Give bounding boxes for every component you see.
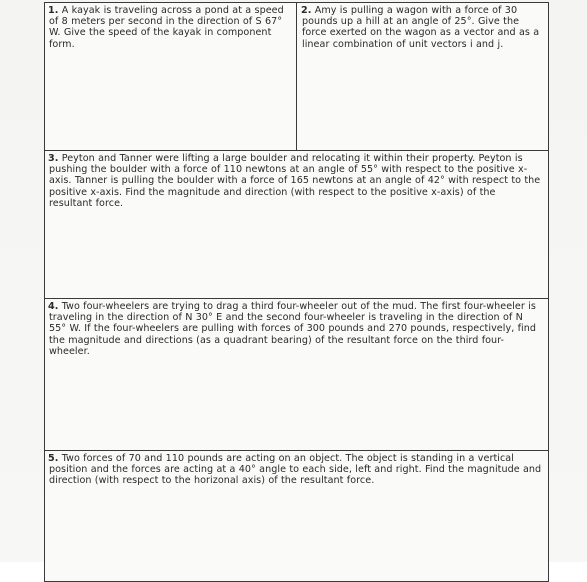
problem-5-body: Two forces of 70 and 110 pounds are acting on an object. The object is standing in a vertical position and the forces are acting at a 40° angle to each side, left and right. Find the magnitude and direction (with respect to the horizonal axis) of the resultant force. [49, 453, 542, 487]
problem-3-cell [45, 151, 548, 299]
problem-2-text [297, 3, 548, 50]
problem-1-number: 1. [48, 5, 59, 16]
problem-5-text [45, 451, 548, 487]
problem-2-cell [297, 3, 548, 151]
problem-1-cell [45, 3, 297, 151]
worksheet-table [44, 2, 549, 582]
problem-3-text [45, 151, 548, 209]
problem-2-number: 2. [301, 5, 312, 16]
problem-3-number: 3. [48, 153, 59, 164]
problem-5-number: 5. [48, 453, 59, 464]
problem-4-cell [45, 299, 548, 451]
problem-4-text [45, 299, 548, 357]
problem-1-text [45, 3, 296, 50]
problem-3-body: Peyton and Tanner were lifting a large boulder and relocating it within their property. Peyton is pushing the boulder with a force of 110 newtons at an angle of 55° with respect to the positive x-axis. Tanner is pulling the boulder with a force of 165 newtons at an angle of 42° with respect to the positive x-axis. Find the magnitude and direction (with respect to the positive x-axis) of the resultant force. [49, 153, 541, 209]
problem-1-body: A kayak is traveling across a pond at a speed of 8 meters per second in the direction of S 67° W. Give the speed of the kayak in component form. [49, 5, 284, 50]
problem-4-body: Two four-wheelers are trying to drag a third four-wheeler out of the mud. The first four-wheeler is traveling in the direction of N 30° E and the second four-wheeler is traveling in the direction of N 55° W. If the four-wheelers are pulling with forces of 300 pounds and 270 pounds, respectively, find the magnitude and directions (as a quadrant bearing) of the resultant force on the third four-wheeler. [49, 301, 537, 357]
problem-4-number: 4. [48, 301, 59, 312]
problem-2-body: Amy is pulling a wagon with a force of 30 pounds up a hill at an angle of 25°. Give the force exerted on the wagon as a vector and as a linear combination of unit vectors i and j. [302, 5, 540, 50]
